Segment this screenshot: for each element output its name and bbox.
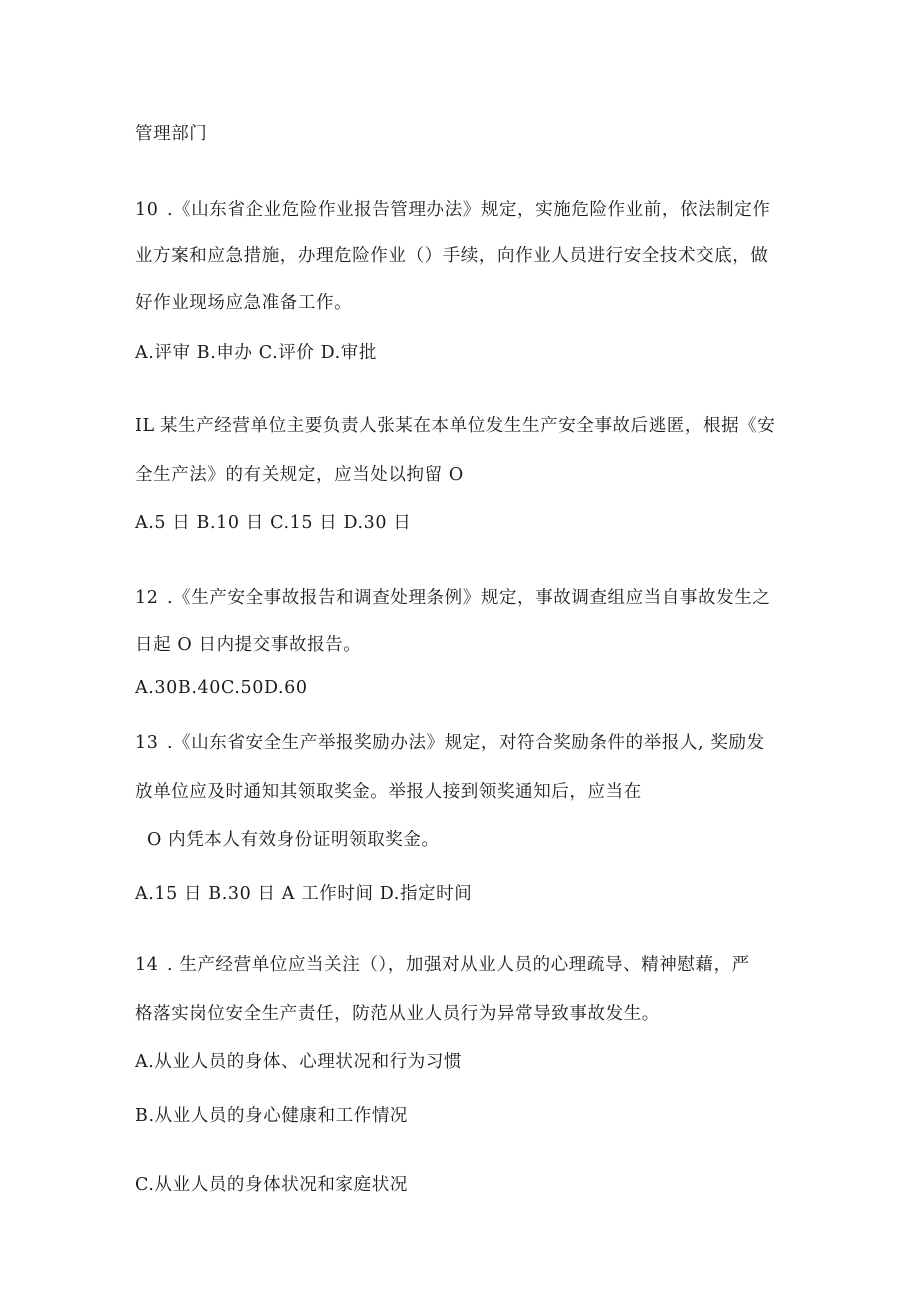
question-10-text: .《山东省企业危险作业报告管理办法》规定，实施危险作业前，依法制定作 bbox=[167, 200, 771, 220]
question-12-options: A.30B.40C.50D.60 bbox=[135, 678, 308, 698]
question-10-line-2: 业方案和应急措施，办理危险作业（）手续，向作业人员进行安全技术交底，做 bbox=[135, 246, 769, 266]
question-11-text: 某生产经营单位主要负责人张某在本单位发生生产安全事故后逃匿，根据《安 bbox=[160, 416, 776, 436]
question-10-number: 10 bbox=[135, 200, 159, 220]
question-13-text: .《山东省安全生产举报奖励办法》规定，对符合奖励条件的举报人, 奖励发 bbox=[167, 733, 765, 753]
question-11-number: IL bbox=[135, 416, 155, 436]
question-14-line-1 bbox=[135, 953, 750, 977]
question-13-line-2: 放单位应及时通知其领取奖金。举报人接到领奖通知后，应当在 bbox=[135, 782, 642, 802]
question-10-line-3: 好作业现场应急准备工作。 bbox=[135, 293, 353, 313]
question-14-line-2: 格落实岗位安全生产责任，防范从业人员行为异常导致事故发生。 bbox=[135, 1004, 660, 1024]
question-11-line-2: 全生产法》的有关规定，应当处以拘留 O bbox=[135, 465, 464, 485]
question-13-number: 13 bbox=[135, 733, 159, 753]
top-fragment: 管理部门 bbox=[135, 124, 208, 144]
question-14-option-b: B.从业人员的身心健康和工作情况 bbox=[135, 1106, 409, 1126]
question-12-line-1 bbox=[135, 586, 770, 610]
question-13-line-3: O 内凭本人有效身份证明领取奖金。 bbox=[147, 830, 440, 850]
question-10-line-1 bbox=[135, 198, 770, 222]
question-14-option-c: C.从业人员的身体状况和家庭状况 bbox=[135, 1175, 408, 1195]
question-12-line-2: 日起 O 日内提交事故报告。 bbox=[135, 635, 362, 655]
question-14-number: 14 bbox=[135, 955, 159, 975]
question-13-line-1 bbox=[135, 731, 765, 755]
question-14-option-a: A.从业人员的身体、心理状况和行为习惯 bbox=[135, 1052, 463, 1072]
question-12-number: 12 bbox=[135, 588, 159, 608]
question-13-options: A.15 日 B.30 日 A 工作时间 D.指定时间 bbox=[135, 884, 473, 904]
question-11-line-1 bbox=[135, 414, 775, 438]
question-11-options: A.5 日 B.10 日 C.15 日 D.30 日 bbox=[135, 513, 412, 533]
question-10-options: A.评审 B.申办 C.评价 D.审批 bbox=[135, 343, 378, 363]
question-14-text: . 生产经营单位应当关注（），加强对从业人员的心理疏导、精神慰藉，严 bbox=[167, 955, 750, 975]
question-12-text: .《生产安全事故报告和调查处理条例》规定，事故调查组应当自事故发生之 bbox=[167, 588, 771, 608]
